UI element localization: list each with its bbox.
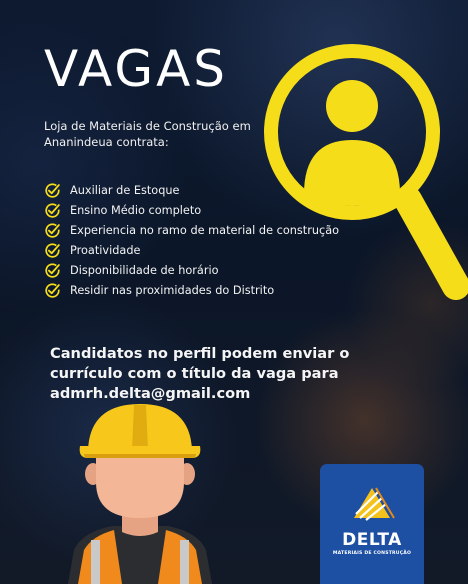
contact-email: admrh.delta@gmail.com (50, 385, 251, 402)
check-circle-icon (44, 242, 61, 259)
check-circle-icon (44, 202, 61, 219)
delta-logo (320, 464, 424, 584)
logo-name: DELTA (342, 530, 402, 550)
worker-illustration (60, 400, 220, 584)
check-circle-icon (44, 222, 61, 239)
requirement-text: Residir nas proximidades do Distrito (70, 283, 275, 297)
page-title: VAGAS (44, 40, 229, 98)
check-circle-icon (44, 182, 61, 199)
logo-subtitle: MATERIAIS DE CONSTRUÇÃO (332, 551, 412, 556)
check-circle-icon (44, 282, 61, 299)
cta-line-1: Candidatos no perfil podem enviar o (50, 345, 350, 362)
cta-line-2: currículo com o título da vaga para (50, 365, 339, 382)
requirement-text: Experiencia no ramo de material de construção (70, 223, 340, 237)
requirement-text: Disponibilidade de horário (70, 263, 219, 277)
delta-logo-mark (320, 464, 424, 528)
requirement-text: Auxiliar de Estoque (70, 183, 180, 197)
intro-text: Loja de Materiais de Construção em Ananindeua contrata: (44, 119, 251, 149)
requirement-text: Proatividade (70, 243, 141, 257)
check-circle-icon (44, 262, 61, 279)
call-to-action (50, 344, 380, 404)
requirement-text: Ensino Médio completo (70, 203, 202, 217)
magnifier-person-icon (258, 34, 468, 300)
